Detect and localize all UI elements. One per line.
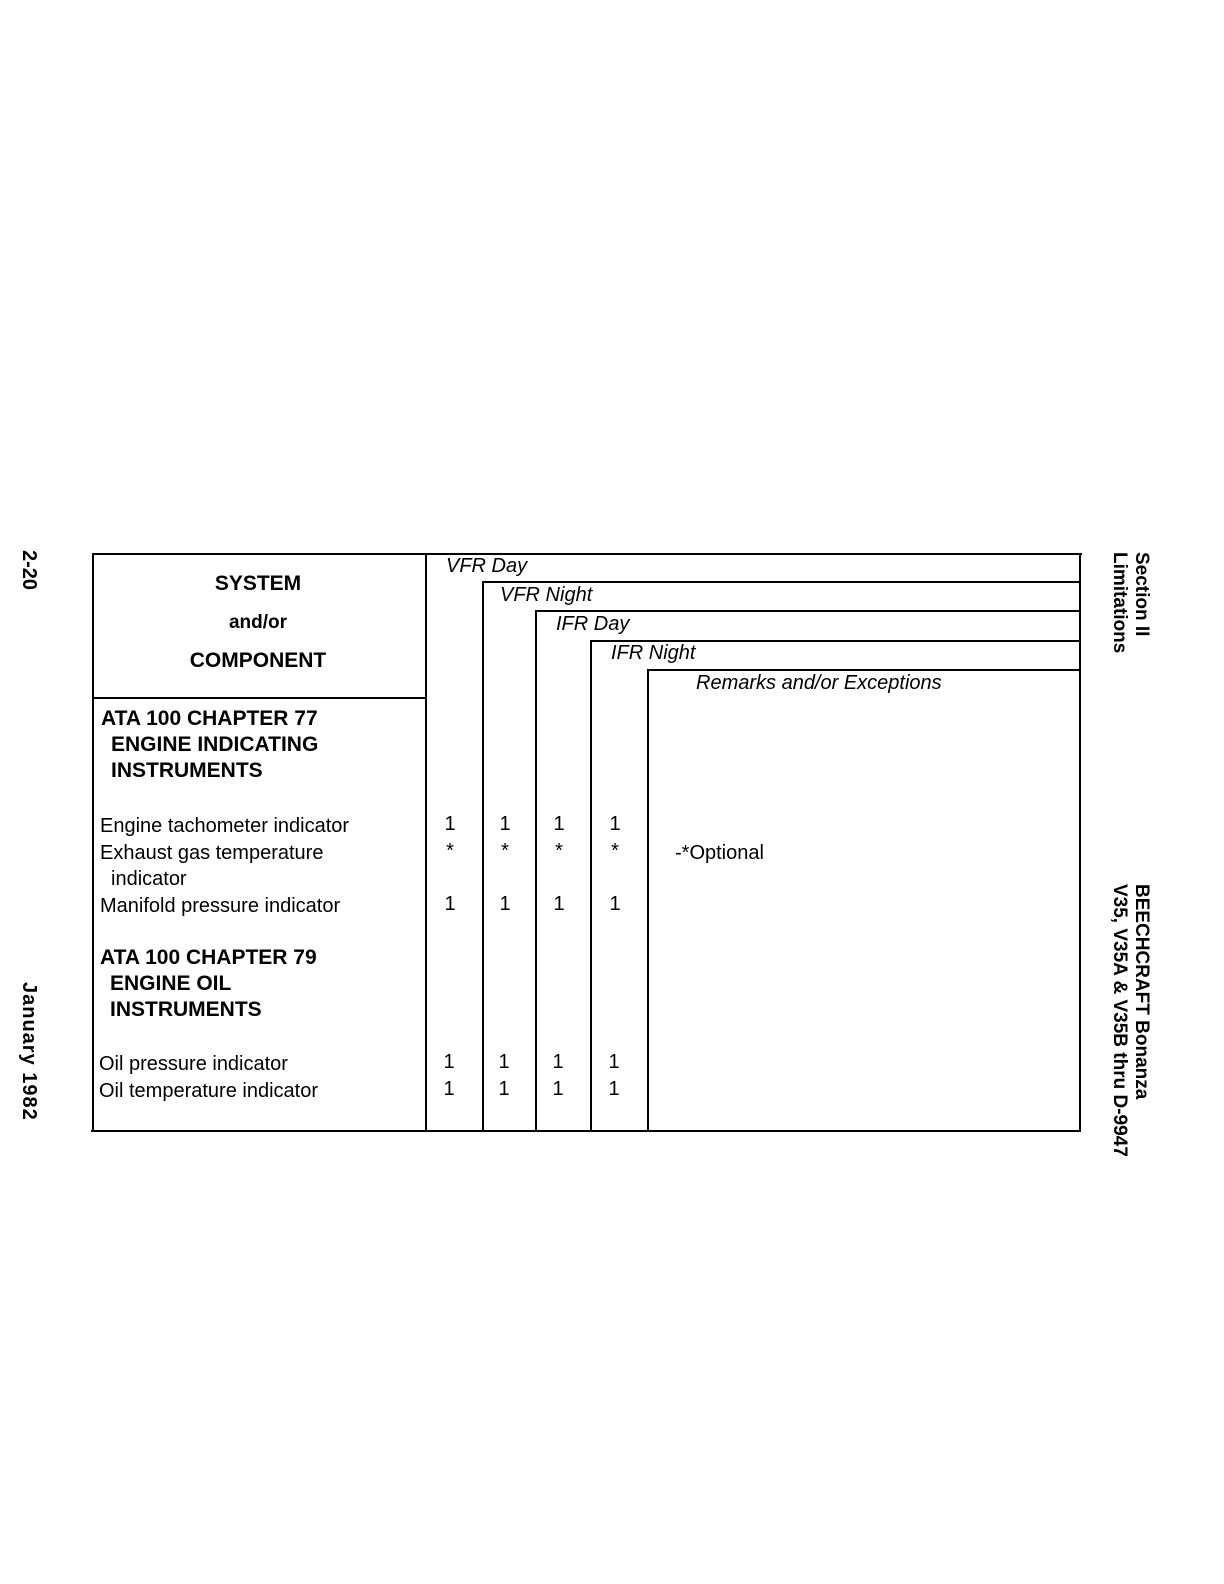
header-system: SYSTEM [214, 572, 302, 595]
model-name: BEECHCRAFT Bonanza [1131, 884, 1152, 1100]
value-vfr-night: * [501, 840, 509, 862]
system-header-divider [92, 697, 427, 699]
column-divider-2 [482, 581, 484, 1132]
value-ifr-night: * [611, 840, 619, 862]
value-ifr-day: 1 [553, 813, 565, 835]
value-vfr-night: 1 [498, 1078, 510, 1100]
row-label-oil-pressure: Oil pressure indicator [99, 1053, 288, 1075]
value-vfr-night: 1 [499, 893, 511, 915]
value-vfr-day: 1 [444, 893, 456, 915]
vfr-night-header-line [484, 581, 1081, 583]
column-ifr-day: IFR Day [556, 613, 630, 635]
table-left-border [92, 553, 94, 1132]
table-bottom-border [91, 1130, 1081, 1132]
value-vfr-day: 1 [444, 813, 456, 835]
header-component: COMPONENT [189, 649, 327, 672]
section-title: Section II [1131, 552, 1152, 637]
remark-optional: -*Optional [675, 842, 764, 864]
value-vfr-day: * [446, 840, 454, 862]
header-andor: and/or [228, 612, 288, 633]
section-heading [1108, 552, 1152, 653]
chapter-line: INSTRUMENTS [110, 998, 262, 1021]
value-vfr-night: 1 [498, 1051, 510, 1073]
value-ifr-day: 1 [552, 1051, 564, 1073]
column-ifr-night: IFR Night [611, 642, 696, 664]
value-ifr-day: 1 [553, 893, 565, 915]
chapter-79-heading [100, 945, 317, 1023]
value-vfr-day: 1 [443, 1051, 455, 1073]
page-number: 2-20 [18, 550, 40, 591]
column-vfr-day: VFR Day [446, 555, 528, 577]
chapter-line: ATA 100 CHAPTER 79 [100, 946, 317, 969]
value-ifr-day: * [555, 840, 563, 862]
table-top-border [92, 553, 1082, 555]
aircraft-model [1108, 884, 1152, 1157]
ifr-day-header-line [537, 610, 1081, 612]
row-label-oil-temperature: Oil temperature indicator [99, 1080, 318, 1102]
page-date: January 1982 [18, 982, 40, 1121]
value-vfr-day: 1 [443, 1078, 455, 1100]
chapter-line: INSTRUMENTS [111, 759, 263, 782]
row-label-exhaust-gas-temperature [100, 840, 323, 892]
column-divider-4 [590, 640, 592, 1132]
value-ifr-day: 1 [552, 1078, 564, 1100]
column-divider-3 [535, 610, 537, 1132]
value-ifr-night: 1 [609, 813, 621, 835]
value-ifr-night: 1 [608, 1051, 620, 1073]
row-label-engine-tachometer: Engine tachometer indicator [100, 815, 350, 837]
model-serials: V35, V35A & V35B thru D-9947 [1109, 884, 1130, 1157]
column-remarks: Remarks and/or Exceptions [696, 672, 942, 694]
value-vfr-night: 1 [499, 813, 511, 835]
section-subtitle: Limitations [1109, 552, 1130, 654]
row-label-line: indicator [111, 868, 187, 890]
chapter-line: ATA 100 CHAPTER 77 [101, 707, 318, 730]
value-ifr-night: 1 [608, 1078, 620, 1100]
column-vfr-night: VFR Night [500, 584, 593, 606]
value-ifr-night: 1 [609, 893, 621, 915]
chapter-line: ENGINE INDICATING [111, 733, 319, 756]
remarks-header-line [649, 669, 1081, 671]
chapter-line: ENGINE OIL [110, 972, 232, 995]
column-divider-1 [425, 553, 427, 1132]
row-label-line: Exhaust gas temperature [100, 842, 324, 864]
column-divider-5 [647, 669, 649, 1132]
chapter-77-heading [101, 706, 318, 784]
row-label-manifold-pressure: Manifold pressure indicator [100, 895, 341, 917]
